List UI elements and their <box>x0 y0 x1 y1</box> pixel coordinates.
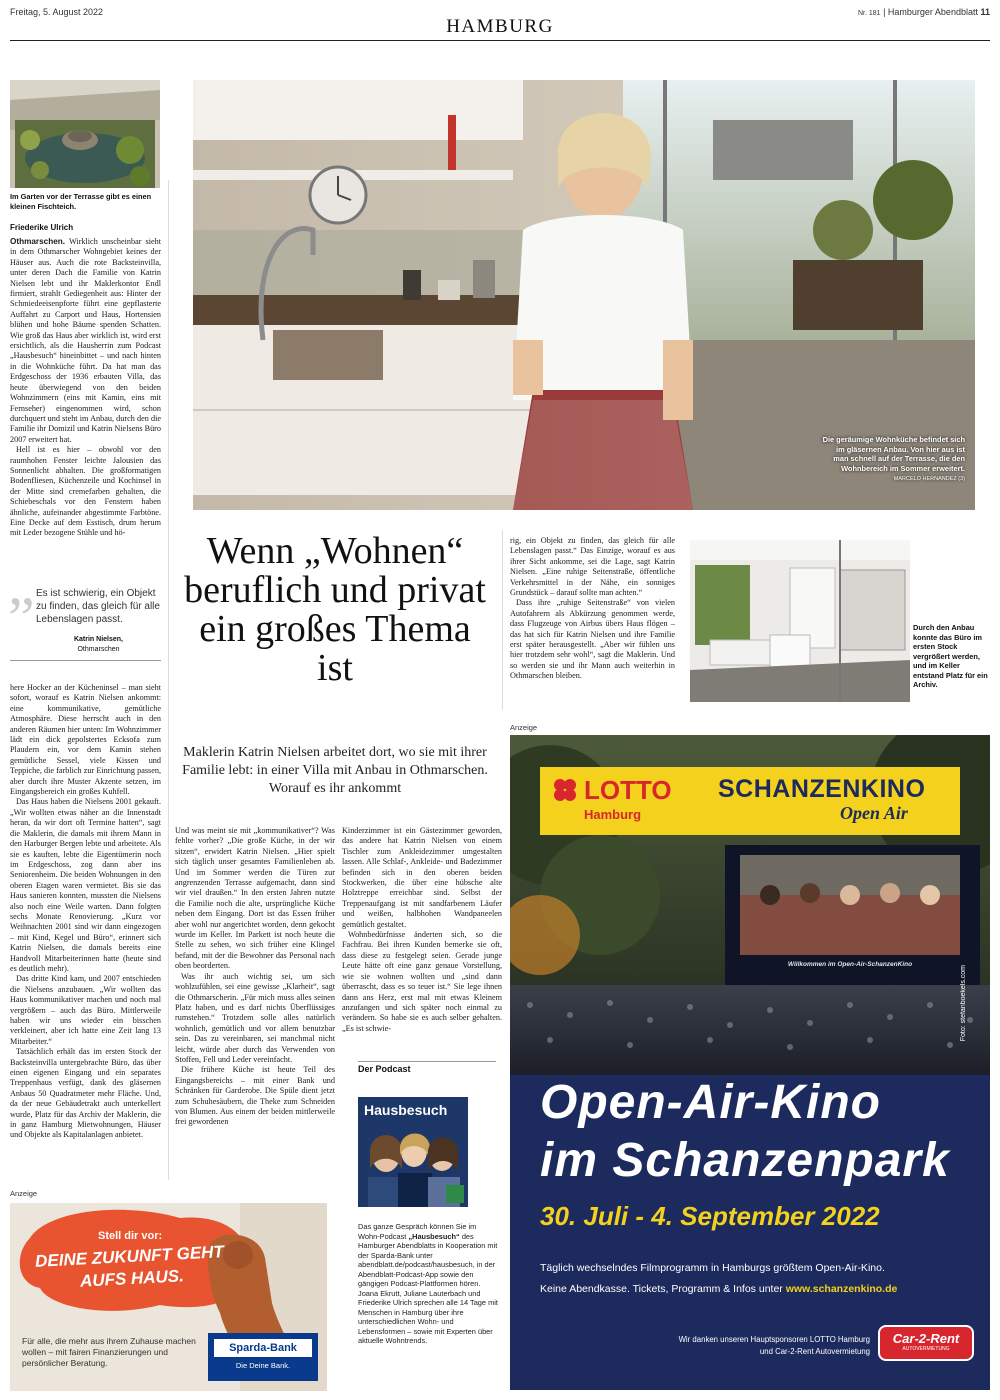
sparda-slogan-2: AUFS HAUS. <box>79 1266 185 1291</box>
lotto-text: LOTTO <box>584 775 672 805</box>
office-illustration <box>690 540 910 702</box>
podcast-intro: Das ganze Gespräch können Sie im Wohn-Podcast <box>358 1222 477 1241</box>
kino-sponsor-banner <box>540 767 960 835</box>
issue-number: Nr. 181 <box>857 10 881 17</box>
podcast-rule <box>358 1061 496 1062</box>
kino-info-1: Täglich wechselndes Filmprogramm in Hamburgs größtem Open-Air-Kino. <box>540 1262 885 1274</box>
pond-photo <box>10 80 160 188</box>
car2rent-logo[interactable] <box>878 1325 974 1361</box>
kino-sponsor-2: und Car-2-Rent Autovermietung <box>759 1347 870 1356</box>
pond-illustration <box>10 80 160 188</box>
header-rule <box>10 40 990 41</box>
article-col2 <box>175 826 335 1176</box>
subheadline: Maklerin Katrin Nielsen arbeitet dort, wo sie mit ihrer Familie lebt: in einer Villa mit Anbau in Othmarschen. Worauf es ihr ankommt <box>182 745 488 796</box>
pull-quote: Es ist schwierig, ein Objekt zu finden, das gleich für alle Lebenslagen passt. <box>36 588 160 625</box>
sparda-brand: Sparda-Bank <box>214 1339 312 1357</box>
lotto-city: Hamburg <box>584 807 642 822</box>
article-p2: Hell ist es hier – obwohl vor den raumhohen Fenster leichte Jalousien das Sonnenlicht abhalten. Die großformatigen Bodenfliesen, Küchenzeile und Kochinsel in der Mitte sind cremefarben gehalten, die Schiebeschals vor den Fenstern haben ähnliche, aufeinander abgestimmte Farbtöne. Eine Decke auf dem Esstisch, drum herum mit Leder bezogene Stühle und hö- <box>10 445 161 538</box>
quote-mark: ” <box>8 585 35 651</box>
article-p12: rig, ein Objekt zu finden, das gleich für alle Lebenslagen passt.“ Das Einzige, worauf es aus ihrer Sicht ankomme, sei die Lage, sagt Katrin Nielsen. „Eine ruhige Seitenstraße, öffentliche Verkehrsmittel in der Nähe, ein sonniges Grundstück – darauf sollte man achten.“ <box>510 536 675 598</box>
car2rent-sub: AUTOVERMIETUNG <box>902 1346 950 1352</box>
sparda-kicker: Stell dir vor: <box>98 1230 163 1242</box>
article-p8: Was ihr auch wichtig sei, um sich wohlzufühlen, sei eine gewisse „Klarheit“, sagt die Othmarscherin. „Für mich muss alles seinen Platz haben, und es darf nichts Überflüssiges rumstehen.“ Trotzdem solle alles natürlich wohnlich, gemütlich und vor allem benutzbar sein. Das zu vereinbaren, sei manchmal nicht leicht, würde aber durch das Verwenden von Stoffen, Fell und Leder vereinfacht. <box>175 971 335 1064</box>
schanzenkino-logo[interactable]: SCHANZENKINO <box>718 775 926 803</box>
paper-name: Hamburger Abendblatt <box>887 7 978 17</box>
sparda-ad <box>10 1203 327 1391</box>
pond-photo-caption: Im Garten vor der Terrasse gibt es einen kleinen Fischteich. <box>10 192 152 211</box>
kino-photo-credit: Foto: stefanboekels.com <box>960 965 967 1042</box>
sparda-ad-label: Anzeige <box>10 1189 38 1198</box>
podcast-body: des Hamburger Abendblatts in Kooperation mit der Sparda-Bank unter abendblatt.de/podcast/hausbesuch, in der Abendblatt-Podcast-App sowie den gängigen Podcast-Plattformen hören. Joana Ekrutt, Juliane Lauterbach und Friederike Ulrich sprechen alle 14 Tage mit Menschen in Hamburg über ihre unterschiedlichen Wohn- und Lebensformen – sowie mit Experten über aktuelle Wohntrends. <box>358 1231 498 1345</box>
kino-ad-label: Anzeige <box>510 723 538 732</box>
page-number: 11 <box>980 7 990 17</box>
article-p6: Tatsächlich erhält das im ersten Stock der Backsteinvilla untergebrachte Büro, das über einen eigenen Eingang und ein separates Treppenhaus verfügt, dank des gläsernen Anbaus 50 Quadratmeter mehr Fläche. Und, da der neue Gebäudetrakt auch unterkellert wurde, Platz für das Archiv der Maklerin, die in ganz Hamburg Mietwohnungen, Häuser und Objekte als Kapitalanlagen anbietet. <box>10 1047 161 1140</box>
quote-rule <box>10 660 161 661</box>
podcast-cover-title: Hausbesuch <box>364 1102 448 1118</box>
article-col3 <box>342 826 502 1054</box>
header-date: Freitag, 5. August 2022 <box>10 7 104 17</box>
author-byline: Friederike Ulrich <box>10 223 74 232</box>
column-rule-2 <box>502 530 503 710</box>
kino-ad <box>510 735 990 1390</box>
column-rule-1 <box>168 180 169 1180</box>
kitchen-caption-text: Die geräumige Wohnküche befindet sich im gläsernen Anbau. Von hier aus ist man schnell auf der Terrasse, die den Wohnbereich im Sommer erweitert. <box>822 435 965 473</box>
article-p13: Dass ihre „ruhige Seitenstraße“ von vielen Autofahrern als Abkürzung genommen werde, dass Flugzeuge von Airbus übers Haus flögen – das hat sich für Katrin Nielsen und ihre Familie erst später herausgestellt. „Aber wir fühlen uns hier trotzdem sehr wohl“, sagt die Maklerin. Und so werden sie und ihr Mann auch weiterhin in Othmarschen bleiben. <box>510 598 675 681</box>
dateline: Othmarschen. <box>10 237 66 246</box>
podcast-heading: Der Podcast <box>358 1064 411 1074</box>
headline: Wenn „Wohnen“ beruflich und privat ein großes Thema ist <box>184 530 486 689</box>
podcast-text <box>358 1222 498 1346</box>
section-title: HAMBURG <box>446 16 554 37</box>
article-p11: Wohnbedürfnisse änderten sich, so die Fachfrau. Bei ihren Kunden bemerke sie oft, dass diese zu festgelegt seien. Gerade junge Leute hätte oft eine ganz genaue Vorstellung, wie sie wohnen wollten und „sind dann überrascht, dass es so teuer ist.“ Sie lege ihnen dann ans Herz, erst mal mit etwas Kleinem anzufangen und sich später noch einmal zu verändern. So habe sie es auch selber gehalten. „Es ist schwie- <box>342 930 502 1033</box>
kino-info-2 <box>540 1283 897 1295</box>
kino-screen-text: Willkommen im Open-Air-SchanzenKino <box>787 961 913 968</box>
podcast-title: „Hausbesuch“ <box>408 1231 460 1241</box>
article-p7: Und was meint sie mit „kommunikativer“? Was fehlte vorher? „Die große Küche, in der wir sitzen“, erwidert Katrin Nielsen. „Hier spielt sich täglich unser gesamtes Familienleben ab. Und im Sommer werden die Türen zur angrenzenden Terrasse aufgemacht, dann sind wir viel draußen.“ In den ersten Jahren nutzte die Familie noch die alte, ursprüngliche Küche neben dem Eingang. Dort ist das Essen früher aber wohl nur angerichtet worden, denn gekocht wurde im Keller. Im Parkett ist noch heute die Stelle zu sehen, wo sich früher eine Klingel befand, mit der die Bewohner das Personal nach oben beorderten. <box>175 826 335 971</box>
podcast-cover <box>358 1097 468 1207</box>
kino-headline-2: im Schanzenpark <box>540 1134 950 1187</box>
clover-icon <box>552 777 578 803</box>
podcast-hosts-illustration <box>358 1125 468 1207</box>
sparda-body: Für alle, die mehr aus ihrem Zuhause machen wollen – mit fairen Finanzierungen und persönlicher Beratung. <box>22 1336 196 1368</box>
kitchen-photo-caption <box>820 435 965 485</box>
lotto-logo[interactable] <box>548 775 708 829</box>
kino-headline-1: Open-Air-Kino <box>540 1076 881 1129</box>
article-p5: Das dritte Kind kam, und 2007 entschieden die Nielsens anzubauen. „Wir wollten das Haus kommunikativer machen und noch mal vergrößern – auch das Büro. Mittlerweile haben wir uns wieder ein bisschen verkleinert, aber ich hatte eine Zeit lang 13 Mitarbeiter.“ <box>10 974 161 1046</box>
article-col1-top <box>10 237 161 557</box>
header-paper-info: Nr. 181 | Hamburger Abendblatt 11 <box>857 7 990 17</box>
kitchen-photo-credit: MARCELO HERNANDEZ (3) <box>893 476 965 482</box>
sparda-slogan-1: DEINE ZUKUNFT GEHT <box>34 1242 225 1271</box>
office-photo-caption: Durch den Anbau konnte das Büro im ersten Stock vergrößert werden, und im Keller entstand Platz für ein Archiv. <box>913 623 988 689</box>
article-col-continued <box>510 536 675 712</box>
article-p1: Wirklich unscheinbar sieht in dem Othmarscher Wohngebiet keines der Häuser aus. Auch die rote Backsteinvilla, unter deren Dach die Familie von Katrin Nielsen lebt und ihr Maklerkontor Endl firmiert, strahlt Gediegenheit aus: Hinter der Schmiedeeisenpforte führt eine gepflasterte Auffahrt zu Carport und Haus, Hortensien blühen und hohe Bäume spenden Schatten. Wie groß das Haus aber wirklich ist, wird erst ersichtlich, als die Hausherrin zum Podcast „Hausbesuch“ hineinbittet – und nach hinten in die Wohnküche führt. Da hat man das Erdgeschoss der 1936 erbauten Villa, das heute überwiegend von den beiden Wohnzimmern (eins mit Kamin, eins mit Fernseher) eingenommen wird, schon durchquert und steht im Anbau, durch den die Familie ihr Domizil und Katrin Nielsens Büro 2007 erweitert hat. <box>10 237 161 444</box>
kino-info-prefix: Keine Abendkasse. Tickets, Programm & Infos unter <box>540 1283 786 1295</box>
quote-name: Katrin Nielsen, <box>73 636 123 643</box>
kino-url[interactable]: www.schanzenkino.de <box>785 1283 898 1295</box>
article-p10: Kinderzimmer ist ein Gästezimmer geworden, das andere hat Katrin Nielsen von einem Tischler zum Ankleidezimmer umgestalten lassen. Alle Schlaf-, Ankleide- und Badezimmer befinden sich in den oberen beiden Stockwerken, die über eine hübsche alte Holztreppe erreichbar sind. Selbst der Treppenaufgang ist mit sandfarbenem Läufer und weißen, halbhohen Wandpaneelen gemütlich gestaltet. <box>342 826 502 929</box>
car2rent-text: Car-2-Rent <box>892 1331 960 1346</box>
open-air-script: Open Air <box>840 803 908 823</box>
article-p3: here Hocker an der Kücheninsel – man sieht sofort, worauf es Katrin Nielsen ankommt: eine kommunikative, gemütliche Atmosphäre. Diese herrscht auch in den anderen Räumen hier unten: Im Wohnzimmer lädt ein dick gepolstertes Ecksofa zum Plaudern ein, vor dem Kamin stehen gemütliche Sessel, viele Kissen und Teppiche, die farblich zur Einrichtung passen, aber durch ihre Muster Akzente setzen, im Eingangsbereich ein großes Kuhfell. <box>10 683 161 797</box>
kino-sponsor-1: Wir danken unseren Hauptsponsoren LOTTO Hamburg <box>678 1335 870 1344</box>
kino-dates: 30. Juli - 4. September 2022 <box>540 1201 880 1231</box>
office-photo <box>690 540 910 702</box>
quote-place: Othmarschen <box>77 646 120 653</box>
article-p9: Die frühere Küche ist heute Teil des Eingangsbereichs – mit einer Bank und Schränken für Garderobe. Die Spüle dient jetzt zum Schuhesäubern, die Theke zum Schneiden von Blumen. Aus einem der beiden mittlerweile frei gewordenen <box>175 1065 335 1127</box>
kitchen-photo <box>193 80 975 510</box>
article-col1-bottom <box>10 683 161 1171</box>
sparda-tagline: Die Deine Bank. <box>235 1361 291 1370</box>
article-p4: Das Haus haben die Nielsens 2001 gekauft. „Wir wollten etwas näher an die Innenstadt heran, da wir dort oft Termine hatten“, sagt die Maklerin, die damals mit ihrem Mann in den Harburger Bergen lebte und arbeitete. Als sie es kauften, lebte die Eigentümerin noch im Erdgeschoss, zog dann aber ins Seniorenheim. Die beiden Wohnungen in den oberen Etagen waren vermietet. Bis sie das Haus sanieren konnten, mussten die Nielsens also noch eine Weile warten. Dann folgten sechs Monate Renovierung. „Kurz vor Weihnachten 2001 sind wir dann eingezogen – mit Kind, Kegel und Büro“, erinnert sich Katrin Nielsen, die damals bereits eine Handvoll Mitarbeiterinnen hatte (heute sind es deutlich mehr). <box>10 797 161 973</box>
sparda-logo[interactable] <box>208 1333 318 1381</box>
